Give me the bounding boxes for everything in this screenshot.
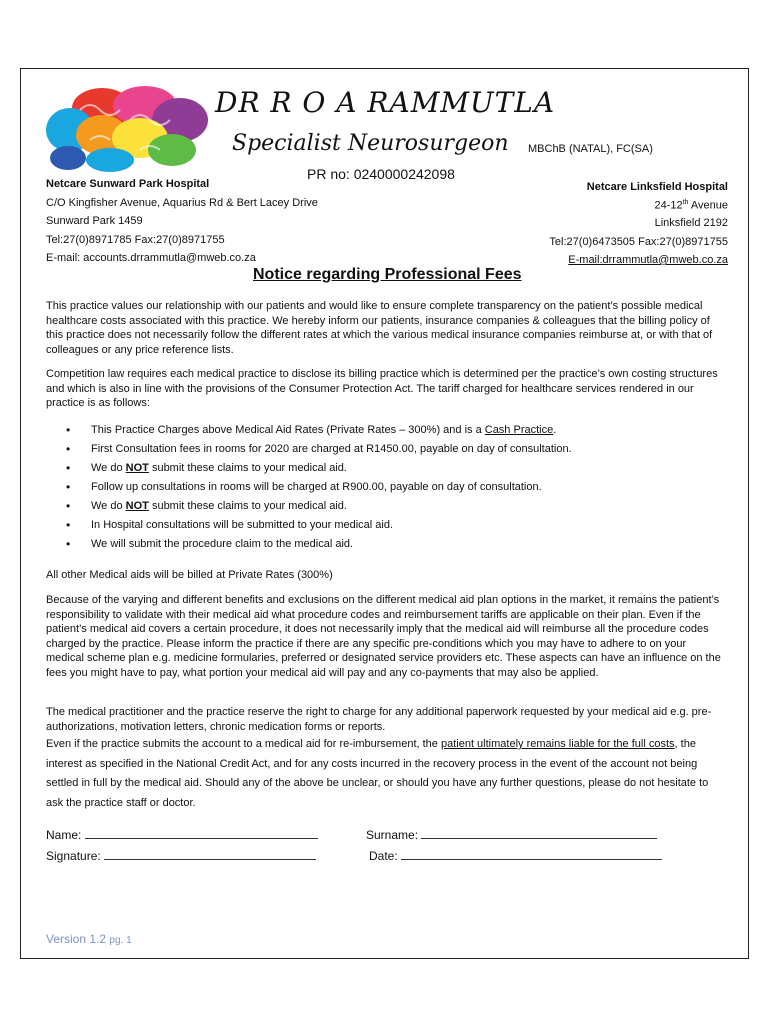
- qualifications: MBChB (NATAL), FC(SA): [528, 143, 653, 155]
- bullet-text: First Consultation fees in rooms for 2020 are charged at R1450.00, payable on day of consultation.: [91, 443, 572, 455]
- competition-text: Competition law requires each medical practice to disclose its billing practice which is determined per the practice’s own costing structures and which is also in line with the provisions of the Consumer Protection Act. The tariff charged for healthcare services rendered in our practice is as follows:: [46, 368, 718, 409]
- right-address-number: 24-12: [654, 199, 683, 212]
- brain-logo: [40, 80, 220, 180]
- signature-field[interactable]: [46, 848, 316, 863]
- bullet-text: We do: [91, 500, 126, 512]
- bullet-icon: •: [66, 537, 71, 551]
- signature-label: Signature:: [46, 849, 101, 863]
- bullet-hospital-consultations: [46, 518, 726, 537]
- fee-bullet-list: [46, 423, 726, 556]
- left-hospital-name: Netcare Sunward Park Hospital: [46, 178, 210, 190]
- bullet-icon: •: [66, 499, 71, 513]
- bullet-first-consultation: [46, 442, 726, 461]
- right-hospital-address2: Linksfield 2192: [654, 217, 728, 229]
- other-aids-text: All other Medical aids will be billed at Private Rates (300%): [46, 569, 333, 581]
- surname-input-line[interactable]: [421, 827, 657, 839]
- left-hospital-email: E-mail: accounts.drrammutla@mweb.co.za: [46, 252, 256, 264]
- left-hospital-address1: C/O Kingfisher Avenue, Aquarius Rd & Bert Lacey Drive: [46, 197, 318, 209]
- liability-paragraph: [46, 735, 726, 813]
- left-hospital-address2: Sunward Park 1459: [46, 215, 143, 227]
- bullet-text-end: .: [553, 424, 557, 436]
- right-hospital-email[interactable]: E-mail:drrammutla@mweb.co.za: [568, 254, 728, 266]
- benefits-text: Because of the varying and different benefits and exclusions on the different medical aid plan options in the market, it remains the patient’s responsibility to validate with their medical aid what procedure codes and reimbursement tariffs are applicable on their plan. Even if the patient’s medical aid covers a certain procedure, it does not necessarily imply that the medical aid will reimburse all the procedure codes charged by the practice. Please inform the practice if there are any specific pre-conditions which you may have to adhere to on your medical scheme plan e.g. medicine formularies, preferred or designated service providers etc. These aspects can have an influence on the fees you might have to pay, what portion your medical aid will pay and any co-payments that may also be applied.: [46, 594, 721, 679]
- left-hospital-tel: Tel:27(0)8971785 Fax:27(0)8971755: [46, 234, 225, 246]
- version-text: Version 1.2: [46, 932, 107, 946]
- benefits-paragraph: [46, 593, 726, 680]
- pr-number: PR no: 0240000242098: [307, 166, 455, 182]
- bullet-icon: •: [66, 518, 71, 532]
- bullet-icon: •: [66, 480, 71, 494]
- right-hospital-address1: [654, 199, 728, 212]
- bullet-text-end: submit these claims to your medical aid.: [148, 500, 347, 512]
- bullet-cash-practice: [46, 423, 726, 442]
- doctor-name: DR R O A RAMMUTLA: [215, 86, 556, 119]
- bullet-text: This Practice Charges above Medical Aid Rates (Private Rates – 300%) and is a: [91, 424, 485, 436]
- cash-practice-link: Cash Practice: [484, 424, 554, 436]
- right-address-superscript: th: [682, 199, 689, 206]
- name-field[interactable]: [46, 827, 318, 842]
- intro-text: This practice values our relationship with our patients and would like to ensure complete transparency on the patient’s possible medical healthcare costs associated with this practice. We hereby inform our patients, insurance companies & colleagues that the billing policy of this practice does not necessarily follow the different rates at which the various medical insurance companies reimburse at, or with that of colleagues or any price reference lists.: [46, 300, 713, 356]
- not-emphasis: NOT: [125, 500, 149, 512]
- not-emphasis: NOT: [125, 462, 149, 474]
- right-hospital-name: Netcare Linksfield Hospital: [586, 181, 728, 193]
- paperwork-paragraph: [46, 705, 726, 734]
- right-hospital-tel: Tel:27(0)6473505 Fax:27(0)8971755: [549, 236, 728, 248]
- bullet-icon: •: [66, 423, 71, 437]
- liability-underlined: patient ultimately remains liable for the full costs: [440, 738, 675, 750]
- bullet-procedure-claim: [46, 537, 726, 556]
- name-input-line[interactable]: [85, 827, 318, 839]
- intro-paragraph: [46, 299, 726, 357]
- liability-text-end: , the interest as specified in the National Credit Act, and for any costs incurred in the recovery process in the event of the account not being settled in full by the medical aid. Should any of the above be unclear, or should you have any further questions, please do not hesitate to ask the practice staff or doctor.: [46, 738, 709, 809]
- surname-label: Surname:: [366, 828, 419, 842]
- bullet-text: In Hospital consultations will be submitted to your medical aid.: [91, 519, 394, 531]
- bullet-not-submit-2: [46, 499, 726, 518]
- bullet-icon: •: [66, 461, 71, 475]
- liability-text: Even if the practice submits the account to a medical aid for re-imbursement, the: [46, 738, 441, 750]
- date-input-line[interactable]: [401, 848, 662, 860]
- competition-paragraph: [46, 367, 726, 411]
- date-field[interactable]: [369, 848, 662, 863]
- bullet-not-submit-1: [46, 461, 726, 480]
- bullet-text: Follow up consultations in rooms will be charged at R900.00, payable on day of consultation.: [91, 481, 542, 493]
- bullet-text-end: submit these claims to your medical aid.: [148, 462, 347, 474]
- right-address-street: Avenue: [688, 199, 728, 212]
- bullet-text: We do: [91, 462, 126, 474]
- paperwork-text: The medical practitioner and the practice reserve the right to charge for any additional paperwork requested by your medical aid e.g. pre-authorizations, motivation letters, chronic medication forms or reports.: [46, 706, 712, 733]
- surname-field[interactable]: [366, 827, 657, 842]
- signature-input-line[interactable]: [104, 848, 316, 860]
- page-number: pg. 1: [109, 935, 132, 946]
- notice-title: Notice regarding Professional Fees: [253, 266, 522, 283]
- name-label: Name:: [46, 828, 82, 842]
- bullet-follow-up: [46, 480, 726, 499]
- bullet-text: We will submit the procedure claim to the medical aid.: [91, 538, 354, 550]
- bullet-icon: •: [66, 442, 71, 456]
- footer: [46, 932, 132, 946]
- specialty: Specialist Neurosurgeon: [232, 131, 509, 156]
- date-label: Date:: [369, 849, 398, 863]
